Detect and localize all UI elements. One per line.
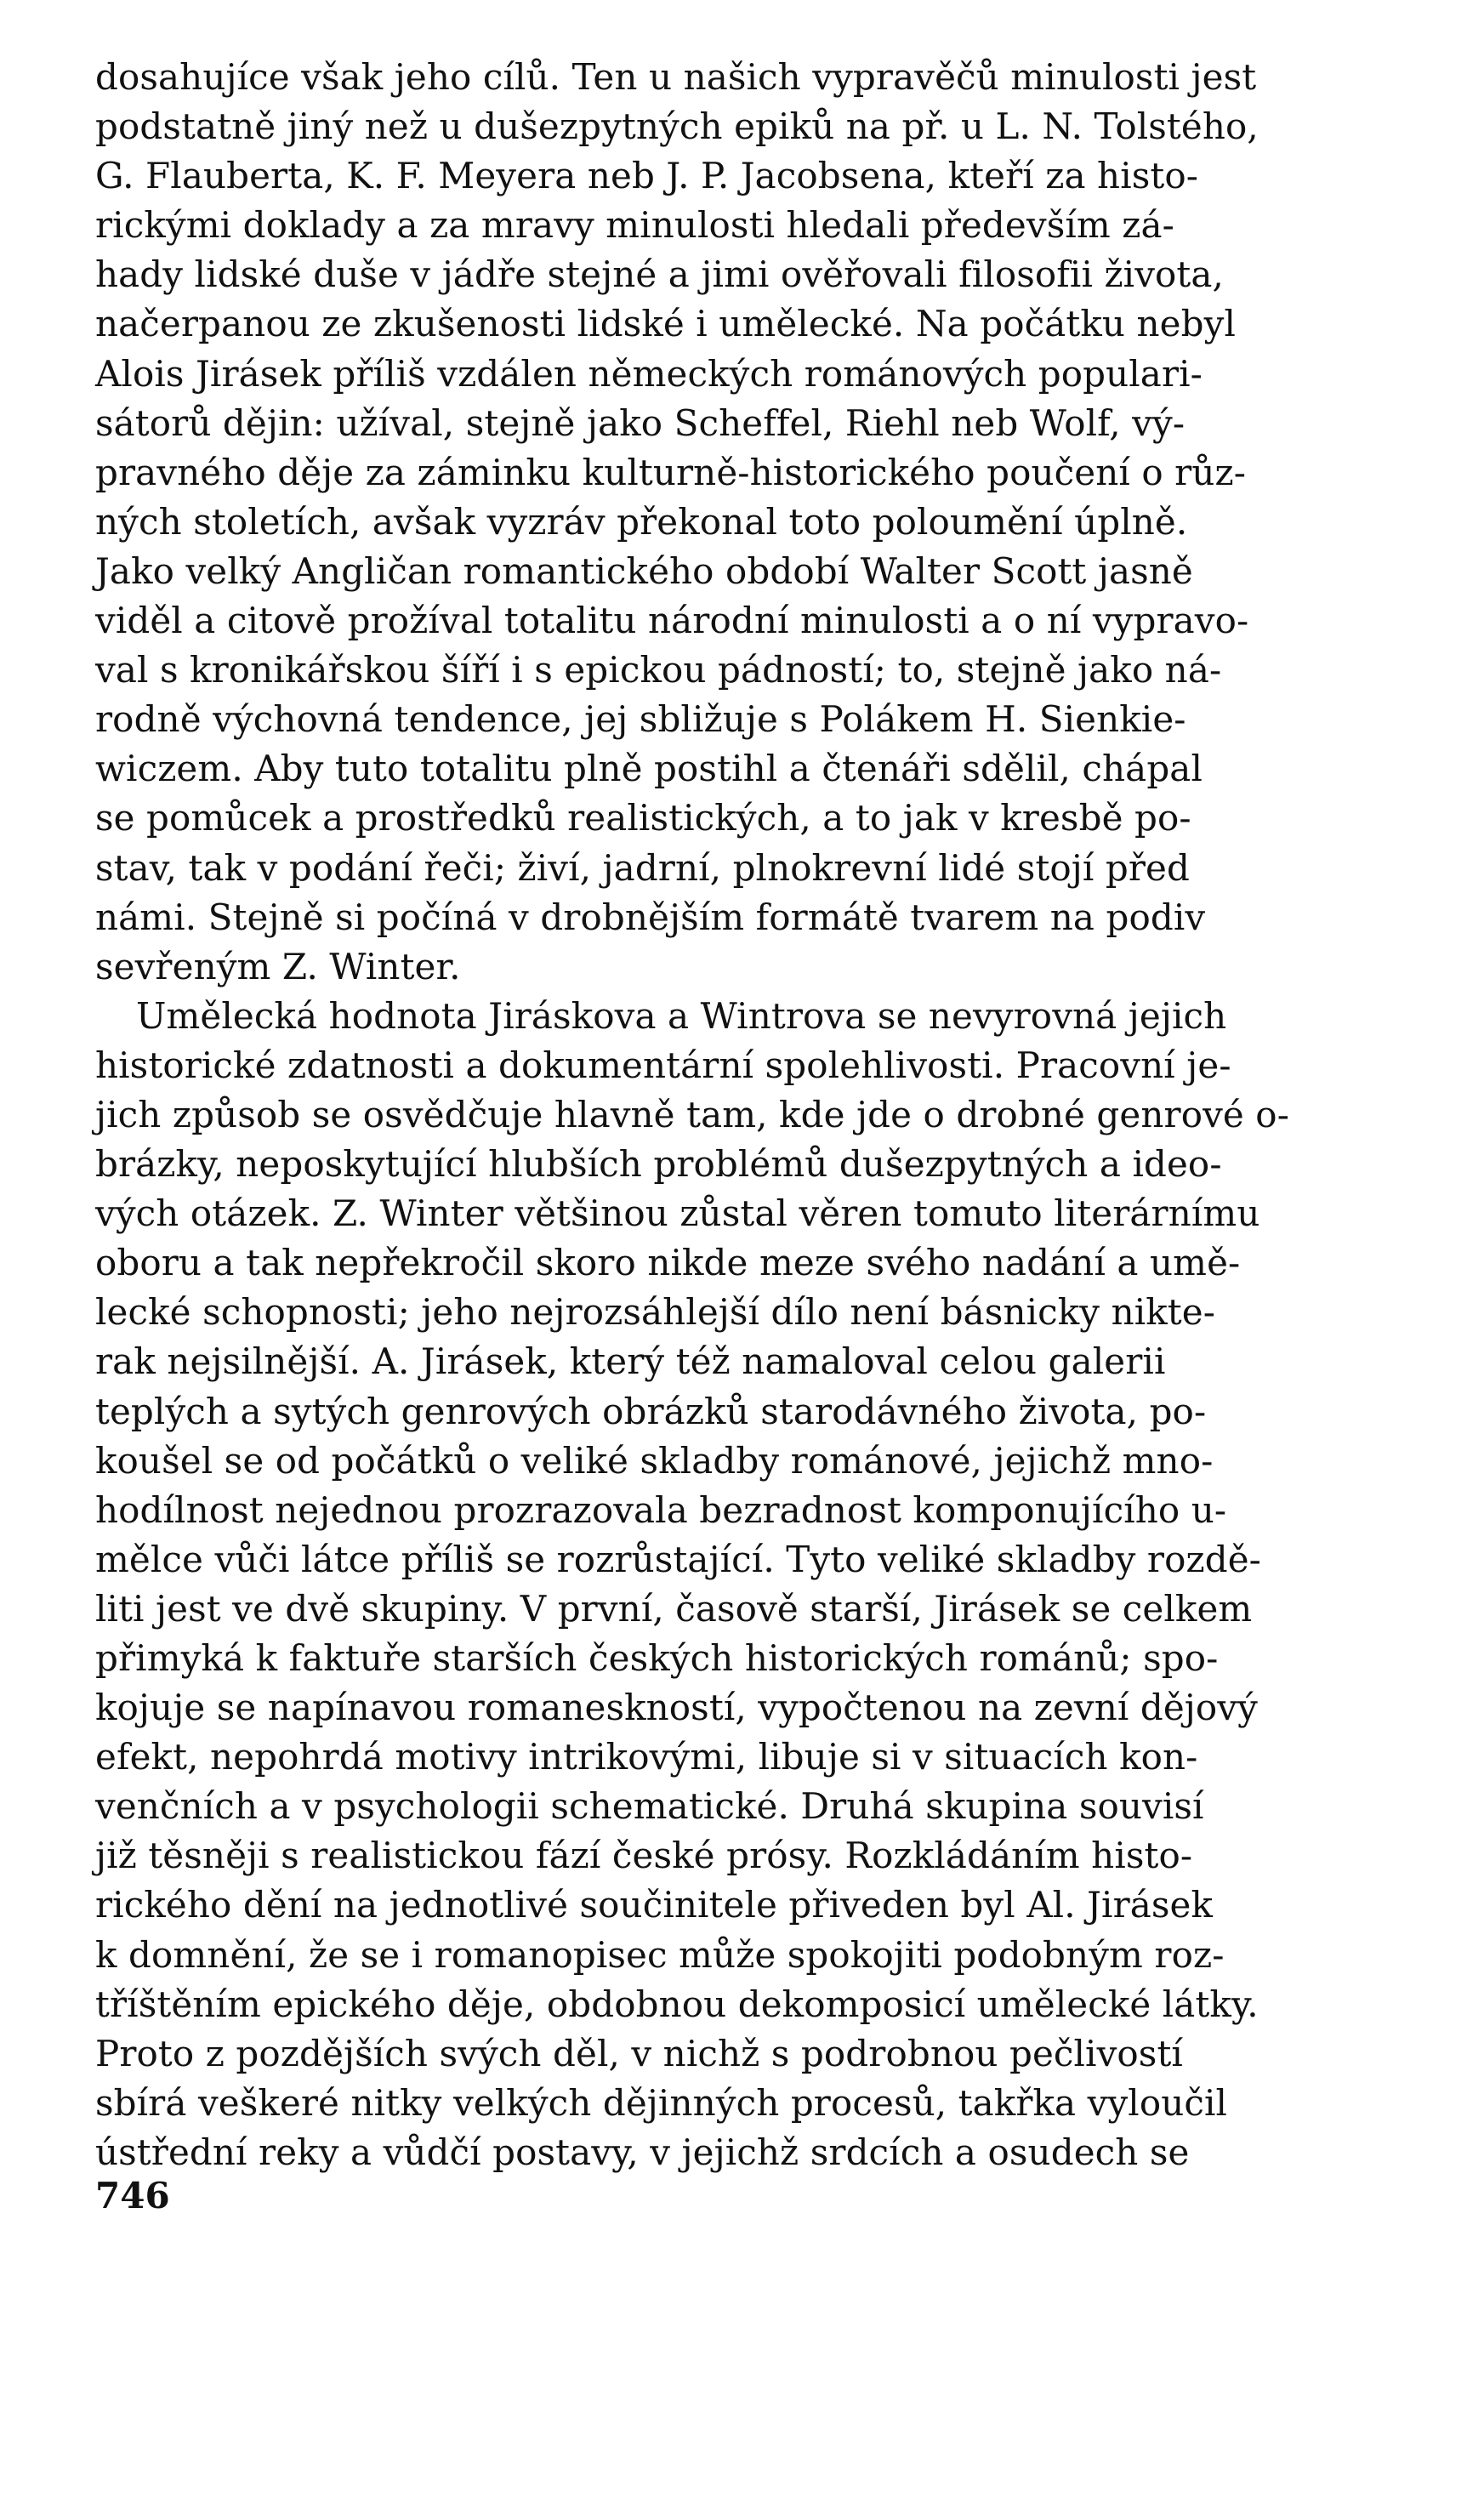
- page-text-block: [95, 53, 1361, 2177]
- text-line: teplých a sytých genrových obrázků starodávného života, po-: [95, 1390, 1207, 1432]
- text-line: rickými doklady a za mravy minulosti hledali především zá-: [95, 204, 1174, 247]
- text-line: námi. Stejně si počíná v drobnějším formátě tvarem na podiv: [95, 896, 1206, 938]
- page-number: 746: [95, 2175, 170, 2216]
- text-line: sevřeným Z. Winter.: [95, 945, 461, 987]
- text-line: se pomůcek a prostředků realistických, a to jak v kresbě po-: [95, 797, 1191, 839]
- text-line: koušel se od počátků o veliké skladby románové, jejichž mno-: [95, 1439, 1214, 1482]
- text-line: již těsněji s realistickou fází české prósy. Rozkládáním histo-: [95, 1835, 1193, 1877]
- paragraph-2: [95, 992, 1361, 2177]
- text-line: Jako velký Angličan romantického období Walter Scott jasně: [95, 549, 1193, 592]
- text-line: podstatně jiný než u dušezpytných epiků na př. u L. N. Tolstého,: [95, 105, 1259, 148]
- text-line: přimyká k faktuře starších českých historických románů; spo-: [95, 1637, 1219, 1679]
- text-line: val s kronikářskou šíří i s epickou pádností; to, stejně jako ná-: [95, 649, 1222, 691]
- text-line: oboru a tak nepřekročil skoro nikde meze svého nadání a umě-: [95, 1242, 1241, 1284]
- text-line: hodílnost nejednou prozrazovala bezradnost komponujícího u-: [95, 1488, 1227, 1531]
- text-line: historické zdatnosti a dokumentární spolehlivosti. Pracovní je-: [95, 1044, 1231, 1086]
- text-line: rického dění na jednotlivé součinitele přiveden byl Al. Jirásek: [95, 1884, 1214, 1926]
- text-line: efekt, nepohrdá motivy intrikovými, libuje si v situacích kon-: [95, 1736, 1198, 1778]
- text-line: Alois Jirásek příliš vzdálen německých románových populari-: [95, 352, 1203, 395]
- text-line: jich způsob se osvědčuje hlavně tam, kde jde o drobné genrové o-: [95, 1093, 1289, 1135]
- text-line: hady lidské duše v jádře stejné a jimi ověřovali filosofii života,: [95, 253, 1224, 296]
- text-line: G. Flauberta, K. F. Meyera neb J. P. Jacobsena, kteří za histo-: [95, 155, 1199, 197]
- text-line: stav, tak v podání řeči; živí, jadrní, plnokrevní lidé stojí před: [95, 846, 1190, 889]
- text-line: lecké schopnosti; jeho nejrozsáhlejší dílo není básnicky nikte-: [95, 1291, 1216, 1334]
- text-line-indented: Umělecká hodnota Jiráskova a Wintrova se nevyrovná jejich: [136, 994, 1227, 1037]
- text-line: viděl a citově prožíval totalitu národní minulosti a o ní vypravo-: [95, 600, 1249, 642]
- text-line: pravného děje za záminku kulturně-historického poučení o růz-: [95, 451, 1247, 493]
- text-line: rak nejsilnější. A. Jirásek, který též namaloval celou galerii: [95, 1340, 1166, 1383]
- text-line: tříštěním epického děje, obdobnou dekomposicí umělecké látky.: [95, 1983, 1259, 2025]
- paragraph-1: [95, 53, 1361, 992]
- text-line: wiczem. Aby tuto totalitu plně postihl a čtenáři sdělil, chápal: [95, 748, 1203, 790]
- text-line: ných stoletích, avšak vyzráv překonal toto poloumění úplně.: [95, 500, 1188, 543]
- text-line: venčních a v psychologii schematické. Druhá skupina souvisí: [95, 1785, 1204, 1828]
- text-line: načerpanou ze zkušenosti lidské i umělecké. Na počátku nebyl: [95, 303, 1236, 345]
- text-line: ústřední reky a vůdčí postavy, v jejichž srdcích a osudech se: [95, 2131, 1190, 2173]
- text-line: vých otázek. Z. Winter většinou zůstal věren tomuto literárnímu: [95, 1192, 1260, 1235]
- text-line: brázky, neposkytující hlubších problémů dušezpytných a ideo-: [95, 1143, 1222, 1186]
- text-line: k domnění, že se i romanopisec může spokojiti podobným roz-: [95, 1933, 1225, 1976]
- text-line: sátorů dějin: užíval, stejně jako Scheffel, Riehl neb Wolf, vý-: [95, 401, 1185, 444]
- text-line: kojuje se napínavou romaneskností, vypočtenou na zevní dějový: [95, 1687, 1258, 1729]
- text-line: sbírá veškeré nitky velkých dějinných procesů, takřka vyloučil: [95, 2081, 1228, 2124]
- text-line: liti jest ve dvě skupiny. V první, časově starší, Jirásek se celkem: [95, 1587, 1253, 1630]
- text-line: Proto z pozdějších svých děl, v nichž s podrobnou pečlivostí: [95, 2032, 1183, 2074]
- text-line: dosahujíce však jeho cílů. Ten u našich vypravěčů minulosti jest: [95, 56, 1257, 98]
- text-line: rodně výchovná tendence, jej sbližuje s Polákem H. Sienkie-: [95, 698, 1186, 741]
- text-line: mělce vůči látce příliš se rozrůstající. Tyto veliké skladby rozdě-: [95, 1538, 1261, 1580]
